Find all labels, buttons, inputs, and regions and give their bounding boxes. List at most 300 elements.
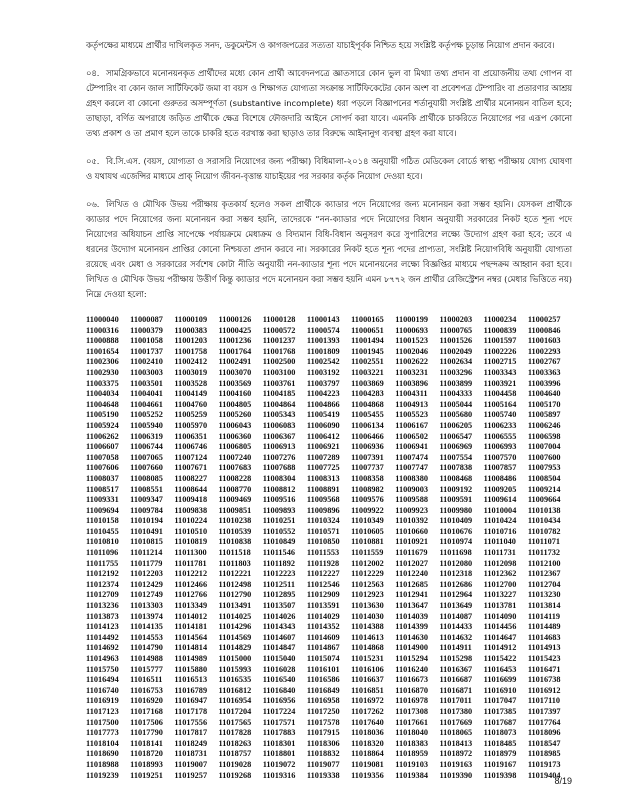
registration-number: 11000379 — [130, 325, 163, 335]
registration-number: 11013227 — [483, 590, 517, 600]
registration-number: 11012100 — [527, 558, 561, 568]
registration-number: 11012027 — [395, 558, 428, 568]
registration-number: 11018413 — [439, 738, 473, 748]
registration-number: 11010434 — [527, 516, 561, 526]
registration-number: 11003501 — [130, 378, 163, 388]
registration-number: 11017571 — [262, 717, 296, 727]
registration-number: 11012700 — [483, 579, 517, 589]
registration-number: 11004041 — [130, 389, 163, 399]
registration-number: 11016699 — [483, 675, 517, 685]
registration-number: 11010238 — [218, 516, 252, 526]
registration-number: 11005343 — [262, 410, 296, 420]
registration-number: 11015750 — [86, 664, 119, 674]
registration-number: 11001768 — [262, 346, 296, 356]
registration-number: 11003869 — [351, 378, 384, 388]
registration-number: 11019163 — [439, 759, 473, 769]
registration-number: 11000383 — [174, 325, 208, 335]
registration-number: 11011096 — [86, 548, 119, 558]
registration-number: 11012923 — [351, 590, 384, 600]
registration-number: 11001393 — [306, 336, 340, 346]
registration-number: 11000765 — [439, 325, 473, 335]
registration-number: 11018073 — [483, 728, 517, 738]
registration-number: 11012212 — [174, 569, 208, 579]
registration-number: 11000199 — [395, 315, 428, 324]
registration-number: 11014988 — [130, 654, 163, 663]
registration-number: 11006466 — [351, 431, 384, 441]
registration-number: 11014352 — [306, 622, 340, 632]
registration-number: 11006969 — [439, 442, 473, 452]
registration-number: 11019028 — [218, 759, 252, 769]
registration-number: 11006744 — [130, 442, 163, 452]
registration-number: 11007276 — [262, 452, 296, 462]
registration-number: 11002500 — [262, 357, 296, 367]
registration-number: 11001203 — [174, 336, 208, 346]
registration-number: 11012546 — [306, 579, 340, 589]
registration-number: 11014814 — [174, 643, 208, 653]
registration-number: 11017565 — [218, 717, 252, 727]
registration-number: 11016978 — [395, 696, 428, 706]
registration-number: 11007554 — [439, 452, 473, 462]
registration-number: 11010605 — [351, 526, 384, 536]
registration-number: 11005190 — [86, 410, 119, 420]
registration-number: 11002410 — [130, 357, 163, 367]
registration-number: 11010810 — [86, 537, 119, 547]
registration-number: 11004661 — [130, 399, 163, 409]
registration-number: 11018040 — [395, 728, 428, 738]
registration-row — [86, 590, 572, 601]
registration-number: 11014647 — [483, 632, 517, 642]
registration-number: 11016956 — [262, 696, 296, 706]
registration-row — [86, 537, 572, 548]
registration-number: 11015298 — [439, 654, 473, 663]
registration-number: 11000165 — [351, 315, 384, 324]
registration-number: 11011214 — [130, 548, 163, 558]
registration-number: 11012002 — [351, 558, 384, 568]
registration-number: 11018249 — [174, 738, 208, 748]
registration-number: 11012685 — [395, 579, 428, 589]
registration-number: 11007683 — [218, 463, 252, 473]
registration-number: 11012227 — [306, 569, 340, 579]
registration-row — [86, 643, 572, 654]
registration-number: 11000846 — [527, 325, 561, 335]
paragraph-text: বি.সি.এস. (বয়স, যোগ্যতা ও সরাসরি নিয়োগের জন্য পরীক্ষা) বিধিমালা-২০১৪ অনুযায়ী গঠিত মেডিকেল বোর্ডে স্বাস্থ্য পরীক্ষায় যোগ্য ঘোষণা ও যথাযথ এজেন্সির মাধ্যমে প্রাক্ নিয়োগ জীবন-বৃত্তান্ত যাচাইয়ের পর সরকার কর্তৃক নিয়োগ দেওয়া হবে। — [86, 156, 572, 181]
registration-number: 11016511 — [130, 675, 163, 685]
registration-number: 11010921 — [395, 537, 428, 547]
registration-number: 11006598 — [527, 431, 561, 441]
registration-number: 11017123 — [86, 706, 119, 716]
registration-number: 11004868 — [351, 399, 384, 409]
registration-number: 11016954 — [218, 696, 252, 706]
paragraph — [86, 197, 572, 302]
registration-number: 11017380 — [439, 706, 473, 716]
registration-number: 11008228 — [218, 473, 252, 483]
registration-row — [86, 474, 572, 485]
registration-number: 11014025 — [218, 611, 252, 621]
registration-number: 11013236 — [86, 601, 119, 611]
registration-number: 11016849 — [306, 685, 340, 695]
registration-number: 11017250 — [306, 706, 340, 716]
registration-number: 11009923 — [395, 505, 428, 515]
registration-row — [86, 432, 572, 443]
registration-number: 11007065 — [130, 452, 163, 462]
registration-number: 11014087 — [439, 611, 473, 621]
registration-number: 11014989 — [174, 654, 208, 663]
registration-row — [86, 506, 572, 517]
registration-number: 11005164 — [483, 399, 517, 409]
registration-number: 11003070 — [218, 367, 252, 377]
registration-number: 11014181 — [174, 622, 208, 632]
registration-row — [86, 665, 572, 676]
registration-number: 11015993 — [218, 664, 252, 674]
registration-number: 11013491 — [218, 601, 252, 611]
registration-number: 11014913 — [527, 643, 561, 653]
registration-number: 11012229 — [351, 569, 384, 579]
registration-number: 11011803 — [218, 558, 251, 568]
registration-number: 11016919 — [86, 696, 119, 706]
registration-number: 11005740 — [483, 410, 517, 420]
registration-number: 11014489 — [527, 622, 561, 632]
registration-number: 11003921 — [483, 378, 517, 388]
registration-number: 11017224 — [262, 706, 296, 716]
registration-number: 11015880 — [174, 664, 208, 674]
registration-number: 11009214 — [527, 484, 561, 494]
registration-number: 11004311 — [395, 389, 428, 399]
registration-number: 11016540 — [262, 675, 296, 685]
registration-number: 11003343 — [483, 367, 517, 377]
registration-number: 11018988 — [86, 759, 119, 769]
registration-number: 11018485 — [483, 738, 517, 748]
registration-number: 11010881 — [351, 537, 384, 547]
registration-row — [86, 336, 572, 347]
registration-number: 11019257 — [174, 770, 208, 780]
registration-number: 11018959 — [395, 749, 428, 759]
registration-row — [86, 760, 572, 771]
registration-number: 11006360 — [218, 431, 252, 441]
registration-number: 11003296 — [439, 367, 473, 377]
paragraph — [86, 154, 572, 184]
registration-row — [86, 654, 572, 665]
registration-number: 11017011 — [439, 696, 472, 706]
paragraph-number: ০৬. — [86, 199, 100, 209]
registration-row — [86, 696, 572, 707]
registration-number: 11001236 — [218, 336, 252, 346]
registration-number: 11018985 — [527, 749, 561, 759]
registration-number: 11017168 — [130, 706, 163, 716]
registration-number: 11012498 — [218, 579, 252, 589]
registration-number: 11001603 — [527, 336, 561, 346]
registration-number: 11009893 — [262, 505, 296, 515]
registration-number: 11013630 — [351, 601, 384, 611]
registration-row — [86, 453, 572, 464]
registration-number: 11017506 — [130, 717, 163, 727]
registration-number: 11005044 — [439, 399, 473, 409]
registration-number: 11004805 — [218, 399, 252, 409]
registration-number: 11001945 — [351, 346, 384, 356]
registration-number: 11010819 — [174, 537, 208, 547]
paragraph — [86, 66, 572, 141]
registration-number: 11002412 — [174, 357, 208, 367]
registration-number: 11017308 — [395, 706, 428, 716]
registration-row — [86, 622, 572, 633]
registration-number: 11010349 — [351, 516, 384, 526]
registration-number: 11006941 — [395, 442, 428, 452]
registration-number: 11018141 — [130, 738, 163, 748]
registration-number: 11018383 — [395, 738, 428, 748]
registration-number: 11010849 — [262, 537, 296, 547]
registration-number: 11014012 — [174, 611, 208, 621]
registration-number: 11012374 — [86, 579, 119, 589]
registration-number: 11016494 — [86, 675, 119, 685]
registration-number: 11002715 — [483, 357, 517, 367]
registration-number: 11010138 — [527, 505, 561, 515]
registration-number: 11007606 — [86, 463, 119, 473]
registration-number: 11016910 — [483, 685, 517, 695]
paragraph-text: কর্তৃপক্ষের মাধ্যমে প্রার্থীর দাখিলকৃত সনদ, ডকুমেন্টস ও কাগজপত্রের সত্যতা যাচাইপূর্বক নিশ্চিত হয়ে সংশ্লিষ্ট কর্তৃপক্ষ চূড়ান্ত নিয়োগ প্রদান করবে। — [86, 40, 555, 50]
registration-number: 11018320 — [351, 738, 384, 748]
registration-number: 11001654 — [86, 346, 119, 356]
registration-number: 11016851 — [351, 685, 384, 695]
registration-number: 11015074 — [306, 654, 340, 663]
registration-number: 11009838 — [174, 505, 208, 515]
registration-number: 11019239 — [86, 770, 119, 780]
registration-number: 11000574 — [306, 325, 340, 335]
registration-row — [86, 389, 572, 400]
registration-number: 11006805 — [218, 442, 252, 452]
registration-number: 11010539 — [218, 526, 252, 536]
registration-number: 11011779 — [130, 558, 163, 568]
registration-number: 11013974 — [130, 611, 163, 621]
registration-number: 11005252 — [130, 410, 163, 420]
registration-number: 11019103 — [395, 759, 428, 769]
registration-number: 11014847 — [262, 643, 296, 653]
registration-row — [86, 771, 572, 782]
registration-number: 11014900 — [395, 643, 428, 653]
registration-number: 11018096 — [527, 728, 561, 738]
registration-number: 11019251 — [130, 770, 163, 780]
registration-number: 11004640 — [527, 389, 561, 399]
registration-number: 11012080 — [439, 558, 473, 568]
registration-number: 11016453 — [483, 664, 517, 674]
registration-number-list — [86, 315, 572, 781]
registration-number: 11004458 — [483, 389, 517, 399]
registration-number: 11002049 — [439, 346, 473, 356]
registration-number: 11010392 — [395, 516, 428, 526]
registration-number: 11003221 — [351, 367, 384, 377]
registration-row — [86, 421, 572, 432]
registration-number: 11015423 — [527, 654, 561, 663]
registration-number: 11008982 — [351, 484, 384, 494]
registration-number: 11000839 — [483, 325, 517, 335]
registration-number: 11016586 — [306, 675, 340, 685]
registration-number: 11004648 — [86, 399, 119, 409]
registration-number: 11014296 — [218, 622, 252, 632]
paragraph-list — [86, 38, 572, 302]
registration-number: 11009418 — [174, 495, 208, 505]
registration-number: 11008551 — [130, 484, 163, 494]
registration-number: 11004333 — [439, 389, 473, 399]
registration-number: 11011755 — [86, 558, 119, 568]
registration-row — [86, 368, 572, 379]
registration-number: 11017204 — [218, 706, 252, 716]
registration-number: 11008358 — [351, 473, 384, 483]
registration-number: 11012223 — [262, 569, 296, 579]
registration-number: 11016738 — [527, 675, 561, 685]
registration-number: 11011559 — [351, 548, 384, 558]
registration-number: 11019404 — [527, 770, 561, 780]
registration-number: 11004149 — [174, 389, 208, 399]
registration-number: 11017817 — [174, 728, 208, 738]
registration-number: 11016870 — [395, 685, 428, 695]
registration-row — [86, 315, 572, 326]
registration-number: 11018801 — [262, 749, 296, 759]
registration-number: 11001058 — [130, 336, 163, 346]
registration-number: 11006205 — [439, 420, 473, 430]
registration-number: 11004160 — [218, 389, 252, 399]
registration-number: 11012749 — [130, 590, 163, 600]
registration-number: 11018263 — [218, 738, 252, 748]
registration-number: 11000316 — [86, 325, 119, 335]
registration-number: 11012686 — [439, 579, 473, 589]
registration-number: 11008304 — [262, 473, 296, 483]
registration-number: 11006083 — [262, 420, 296, 430]
registration-number: 11001494 — [351, 336, 384, 346]
registration-number: 11010224 — [174, 516, 208, 526]
registration-number: 11016840 — [262, 685, 296, 695]
registration-number: 11009851 — [218, 505, 252, 515]
registration-number: 11015777 — [130, 664, 163, 674]
registration-row — [86, 379, 572, 390]
registration-number: 11014030 — [351, 611, 384, 621]
registration-number: 11014399 — [395, 622, 428, 632]
registration-number: 11013349 — [174, 601, 208, 611]
registration-number: 11014456 — [483, 622, 517, 632]
registration-number: 11019167 — [483, 759, 517, 769]
registration-number: 11003100 — [262, 367, 296, 377]
registration-number: 11015040 — [262, 654, 296, 663]
registration-number: 11006319 — [130, 431, 163, 441]
registration-number: 11014912 — [483, 643, 517, 653]
registration-number: 11016535 — [218, 675, 252, 685]
registration-number: 11000126 — [218, 315, 252, 324]
registration-number: 11002622 — [395, 357, 428, 367]
registration-row — [86, 495, 572, 506]
registration-row — [86, 580, 572, 591]
registration-number: 11005523 — [395, 410, 428, 420]
registration-number: 11000087 — [130, 315, 163, 324]
registration-number: 11016471 — [527, 664, 561, 674]
registration-number: 11009591 — [439, 495, 473, 505]
registration-number: 11012909 — [306, 590, 340, 600]
registration-number: 11019398 — [483, 770, 517, 780]
registration-number: 11005260 — [218, 410, 252, 420]
registration-number: 11008644 — [174, 484, 208, 494]
paragraph-number: ০৪. — [86, 68, 100, 78]
registration-row — [86, 739, 572, 750]
registration-number: 11007688 — [262, 463, 296, 473]
registration-number: 11011928 — [306, 558, 340, 568]
registration-number: 11012563 — [351, 579, 384, 589]
registration-number: 11010676 — [439, 526, 473, 536]
registration-number: 11011546 — [262, 548, 295, 558]
registration-number: 11008468 — [439, 473, 473, 483]
registration-number: 11014609 — [306, 632, 340, 642]
registration-number: 11009694 — [86, 505, 119, 515]
registration-number: 11004283 — [351, 389, 384, 399]
registration-row — [86, 612, 572, 623]
registration-number: 11005970 — [174, 420, 208, 430]
registration-row — [86, 463, 572, 474]
registration-row — [86, 548, 572, 559]
registration-number: 11000234 — [483, 315, 517, 324]
registration-number: 11007838 — [439, 463, 473, 473]
registration-row — [86, 442, 572, 453]
registration-number: 11016367 — [439, 664, 473, 674]
registration-number: 11003231 — [395, 367, 428, 377]
registration-number: 11014607 — [262, 632, 296, 642]
registration-number: 11014683 — [527, 632, 561, 642]
registration-number: 11019338 — [306, 770, 340, 780]
registration-number: 11006746 — [174, 442, 208, 452]
registration-number: 11013507 — [262, 601, 296, 611]
registration-number: 11000040 — [86, 315, 119, 324]
registration-number: 11012466 — [174, 579, 208, 589]
registration-number: 11005419 — [306, 410, 340, 420]
registration-number: 11019072 — [262, 759, 296, 769]
registration-number: 11011698 — [439, 548, 472, 558]
registration-number: 11009331 — [86, 495, 119, 505]
registration-number: 11001737 — [130, 346, 163, 356]
registration-number: 11004913 — [395, 399, 428, 409]
registration-number: 11012318 — [439, 569, 473, 579]
registration-number: 11001526 — [439, 336, 473, 346]
registration-number: 11006262 — [86, 431, 119, 441]
registration-number: 11006233 — [483, 420, 517, 430]
registration-number: 11004185 — [262, 389, 296, 399]
registration-number: 11012941 — [395, 590, 428, 600]
registration-number: 11017578 — [306, 717, 340, 727]
registration-number: 11005940 — [130, 420, 163, 430]
registration-number: 11000651 — [351, 325, 384, 335]
registration-number: 11007058 — [86, 452, 119, 462]
registration-number: 11013814 — [527, 601, 561, 611]
registration-number: 11013873 — [86, 611, 119, 621]
registration-number: 11004864 — [262, 399, 296, 409]
registration-number: 11007857 — [483, 463, 517, 473]
registration-number: 11010409 — [439, 516, 473, 526]
registration-number: 11015000 — [218, 654, 252, 663]
registration-number: 11009192 — [439, 484, 473, 494]
registration-number: 11004034 — [86, 389, 119, 399]
registration-number: 11017669 — [439, 717, 473, 727]
page-number: 8/19 — [554, 776, 572, 786]
registration-number: 11007953 — [527, 463, 561, 473]
registration-number: 11001809 — [306, 346, 340, 356]
registration-number: 11014553 — [130, 632, 163, 642]
registration-number: 11017397 — [527, 706, 561, 716]
registration-number: 11018690 — [86, 749, 119, 759]
registration-number: 11007737 — [351, 463, 384, 473]
registration-number: 11003996 — [527, 378, 561, 388]
registration-number: 11019268 — [218, 770, 252, 780]
registration-number: 11018065 — [439, 728, 473, 738]
registration-number: 11009896 — [306, 505, 340, 515]
registration-number: 11008891 — [306, 484, 340, 494]
registration-number: 11006351 — [174, 431, 208, 441]
registration-number: 11003003 — [130, 367, 163, 377]
registration-number: 11005170 — [527, 399, 561, 409]
registration-number: 11010455 — [86, 526, 119, 536]
registration-number: 11016871 — [439, 685, 473, 695]
